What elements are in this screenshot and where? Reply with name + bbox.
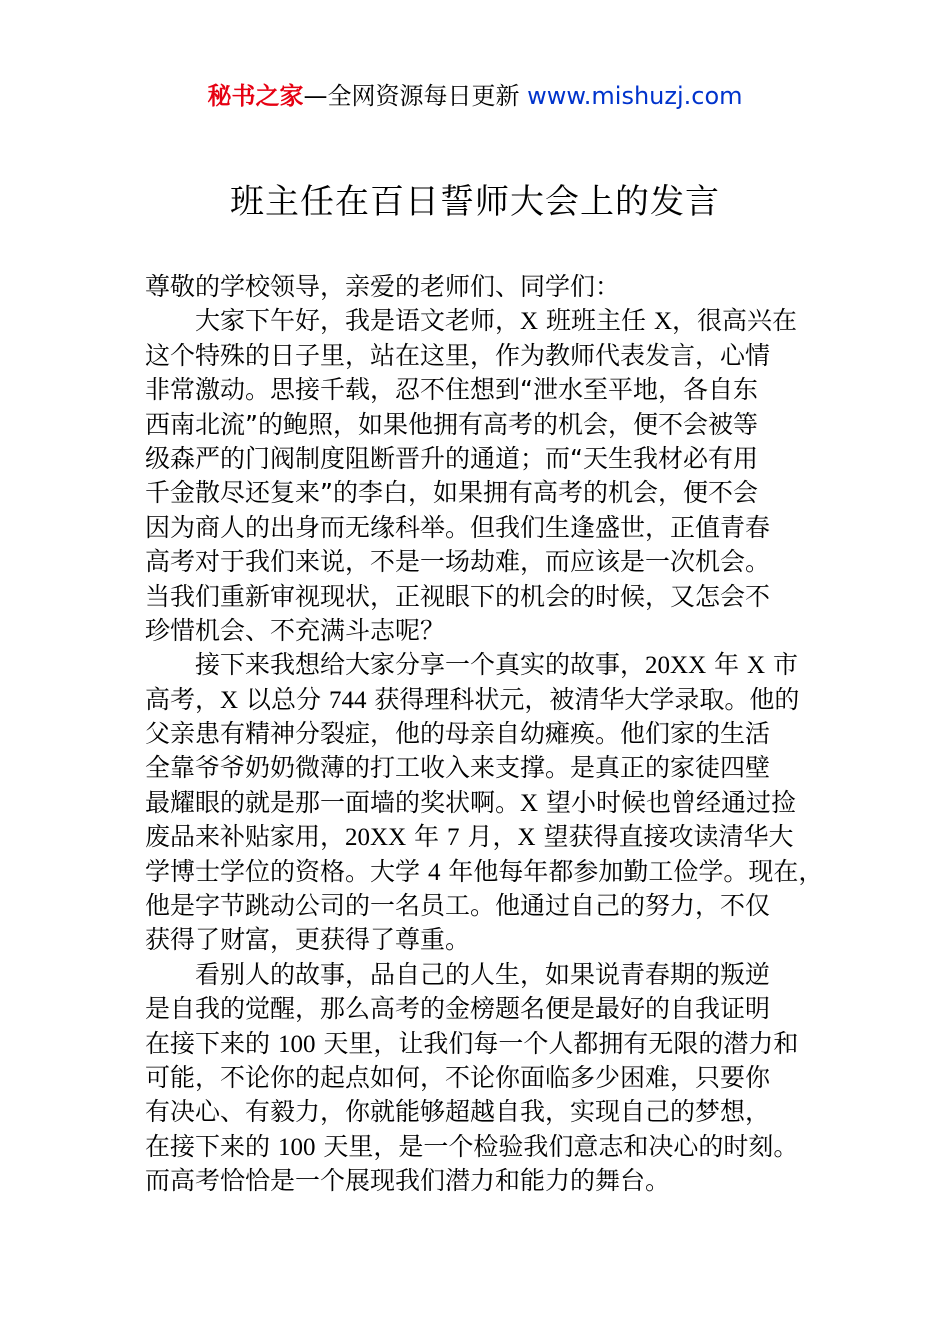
body-line: 珍惜机会、不充满斗志呢？: [145, 615, 446, 645]
body-line: 他是字节跳动公司的一名员工。他通过自己的努力，不仅: [145, 891, 771, 921]
body-line: 高考对于我们来说，不是一场劫难，而应该是一次机会。: [145, 547, 771, 577]
body-line: 因为商人的出身而无缘科举。但我们生逢盛世，正值青春: [145, 512, 771, 542]
body-line: 在接下来的 100 天里，是一个检验我们意志和决心的时刻。: [145, 1131, 799, 1161]
body-line: 可能，不论你的起点如何，不论你面临多少困难，只要你: [145, 1062, 771, 1092]
site-tagline: —全网资源每日更新: [303, 82, 528, 110]
site-url-link[interactable]: www.mishuzj.com: [527, 82, 743, 110]
body-line: 当我们重新审视现状，正视眼下的机会的时候，又怎会不: [145, 581, 771, 611]
body-line: 接下来我想给大家分享一个真实的故事，20XX 年 X 市: [195, 650, 799, 680]
body-line: 而高考恰恰是一个展现我们潜力和能力的舞台。: [145, 1166, 671, 1196]
body-line: 非常激动。思接千载，忍不住想到“泄水至平地，各自东: [145, 375, 758, 405]
body-line: 尊敬的学校领导，亲爱的老师们、同学们：: [145, 272, 621, 301]
body-line: 父亲患有精神分裂症，他的母亲自幼瘫痪。他们家的生活: [145, 719, 771, 749]
body-line: 最耀眼的就是那一面墙的奖状啊。X 望小时候也曾经通过捡: [145, 787, 797, 817]
body-line: 高考，X 以总分 744 获得理科状元，被清华大学录取。他的: [145, 684, 800, 714]
body-line: 西南北流”的鲍照，如果他拥有高考的机会，便不会被等: [145, 409, 758, 439]
document-title: 班主任在百日誓师大会上的发言: [230, 182, 720, 222]
body-line: 看别人的故事，品自己的人生，如果说青春期的叛逆: [195, 959, 771, 989]
document-body: [145, 270, 835, 1199]
body-line: 有决心、有毅力，你就能够超越自我，实现自己的梦想，: [145, 1097, 771, 1127]
body-line: 在接下来的 100 天里，让我们每一个人都拥有无限的潜力和: [145, 1028, 799, 1058]
site-name: 秘书之家: [207, 82, 304, 110]
body-line: 级森严的门阀制度阻断晋升的通道；而“天生我材必有用: [145, 443, 758, 473]
body-line: 大家下午好，我是语文老师，X 班班主任 X，很高兴在: [195, 306, 798, 336]
site-header: [0, 80, 950, 112]
body-line: 全靠爷爷奶奶微薄的打工收入来支撑。是真正的家徒四壁: [145, 753, 771, 783]
body-line: 废品来补贴家用，20XX 年 7 月，X 望获得直接攻读清华大: [145, 822, 794, 852]
body-line: 学博士学位的资格。大学 4 年他每年都参加勤工俭学。现在，: [145, 856, 824, 886]
body-line: 获得了财富，更获得了尊重。: [145, 925, 471, 955]
body-line: 千金散尽还复来”的李白，如果拥有高考的机会，便不会: [145, 478, 758, 508]
body-line: 是自我的觉醒，那么高考的金榜题名便是最好的自我证明: [145, 994, 771, 1024]
body-line: 这个特殊的日子里，站在这里，作为教师代表发言，心情: [145, 340, 771, 370]
